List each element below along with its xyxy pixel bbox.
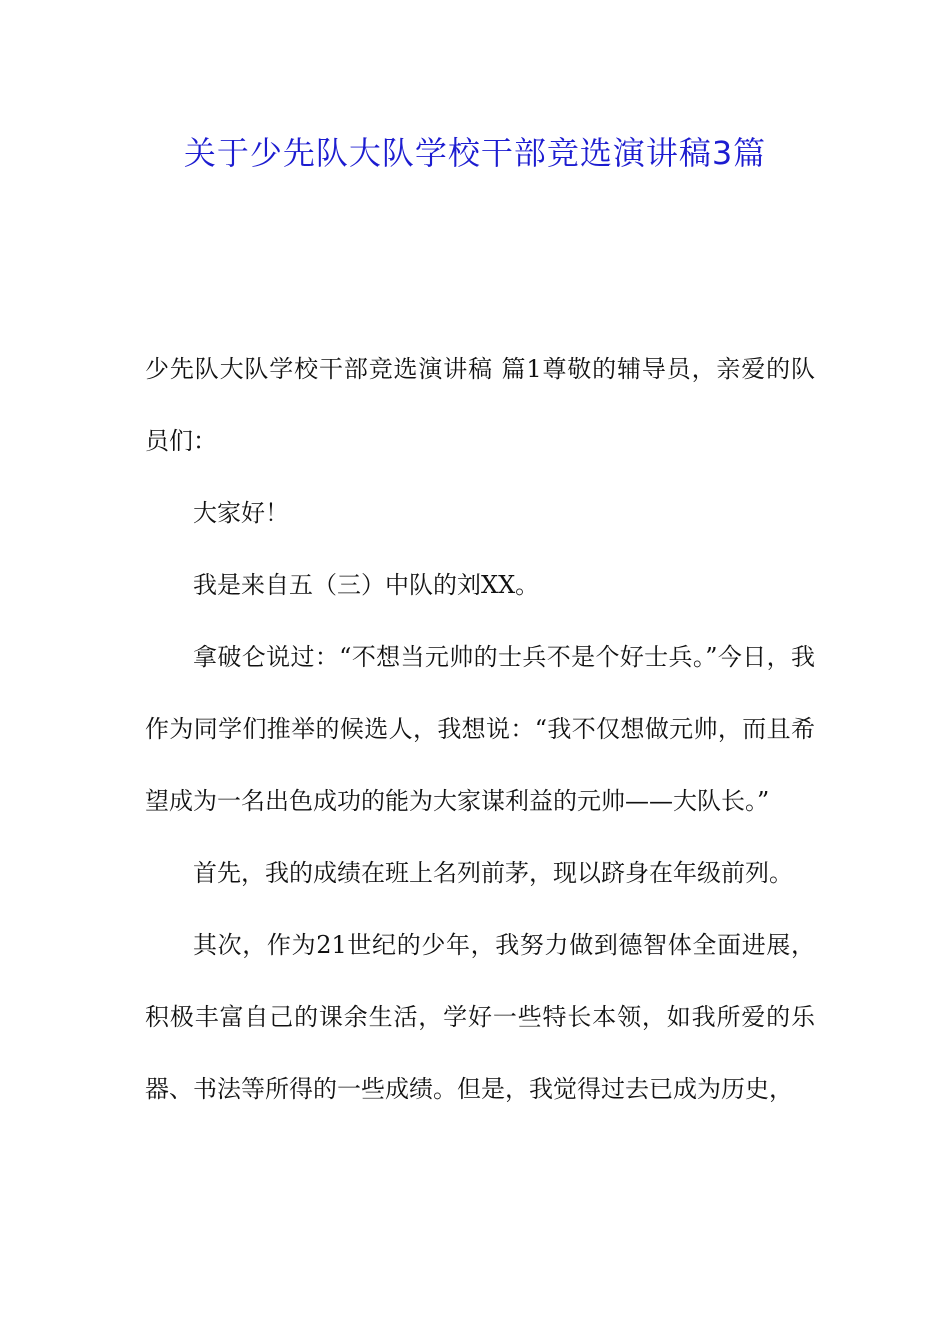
paragraph: 首先，我的成绩在班上名列前茅，现以跻身在年级前列。 <box>193 859 793 887</box>
paragraph: 大家好！ <box>193 499 289 527</box>
paragraph: 少先队大队学校干部竞选演讲稿 篇1尊敬的辅导员，亲爱的队员们： <box>145 355 815 455</box>
document-body <box>145 333 815 1125</box>
document-title: 关于少先队大队学校干部竞选演讲稿3篇 <box>183 134 767 172</box>
paragraph: 拿破仑说过：“不想当元帅的士兵不是个好士兵。”今日，我作为同学们推举的候选人，我想说：“我不仅想做元帅，而且希望成为一名出色成功的能为大家谋利益的元帅——大队长。” <box>145 643 815 815</box>
paragraph: 其次，作为21世纪的少年，我努力做到德智体全面进展，积极丰富自己的课余生活，学好一些特长本领，如我所爱的乐器、书法等所得的一些成绩。但是，我觉得过去已成为历史， <box>145 931 815 1103</box>
paragraph: 我是来自五（三）中队的刘XX。 <box>193 571 540 599</box>
